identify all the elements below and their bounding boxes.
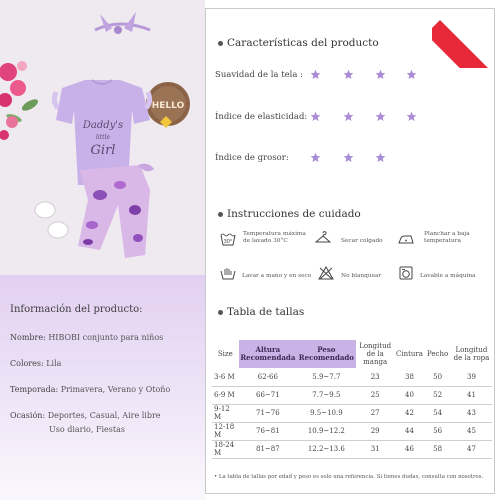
star-icon (375, 111, 386, 122)
star-icon (406, 69, 417, 80)
star-icon (343, 69, 354, 80)
star-icon (310, 111, 321, 122)
table-row: 9-12 M 71~76 9.5~10.9 27 42 54 43 (212, 404, 492, 422)
size-table-header (212, 340, 492, 368)
product-photo (0, 0, 205, 275)
star-icon (343, 152, 354, 163)
star-icon (310, 69, 321, 80)
hand-wash-icon (220, 266, 236, 280)
size-table (212, 340, 492, 459)
thickness-label: Índice de grosor: (215, 153, 289, 163)
care-text-iron: Planchar a baja temperatura (424, 231, 470, 244)
machine-wash-icon (398, 266, 414, 280)
svg-text:little: little (95, 134, 111, 141)
table-row: 12-18 M 76~81 10.9~12.2 29 44 56 45 (212, 422, 492, 440)
star-icon (375, 152, 386, 163)
info-row-season: Temporada: Primavera, Verano y Otoño (10, 385, 171, 394)
care-text-nobleach: No blanquear (341, 273, 382, 279)
brand-logo: hibobi (455, 10, 492, 47)
info-row-colors: Colores: Lila (10, 359, 62, 368)
info-row-occasion: Ocasión: Deportes, Casual, Aire libre (10, 411, 161, 420)
hanger-icon (315, 231, 331, 245)
star-icon (310, 152, 321, 163)
characteristics-title: Características del producto (218, 37, 379, 49)
header-size: Size (217, 350, 233, 358)
bullet-icon (218, 41, 223, 46)
bullet-icon (218, 212, 223, 217)
svg-text:Daddy's: Daddy's (82, 120, 124, 131)
svg-text:Girl: Girl (90, 143, 116, 158)
header-height: Altura Recomendada (239, 340, 297, 368)
table-row: 3-6 M 62-66 5.9~7.7 23 38 50 39 (212, 368, 492, 386)
svg-text:30°: 30° (223, 239, 233, 245)
bullet-icon (218, 310, 223, 315)
brand-ribbon (432, 0, 500, 68)
iron-icon (398, 232, 414, 246)
table-row: 18-24 M 81~87 12.2~13.6 31 46 58 47 (212, 440, 492, 458)
star-icon (375, 69, 386, 80)
care-title: Instrucciones de cuidado (218, 208, 361, 220)
header-chest: Pecho (427, 350, 449, 358)
care-text-wash30: Temperatura máxima de lavado 30°C (243, 231, 306, 244)
header-waist: Cintura (395, 350, 423, 358)
elasticity-label: Índice de elasticidad: (215, 112, 308, 122)
info-row-name: Nombre: HIBOBI conjunto para niños (10, 333, 164, 342)
softness-label: Suavidad de la tela : (215, 70, 303, 80)
star-icon (343, 111, 354, 122)
header-sleeve: Longitud de la manga (359, 342, 392, 366)
size-table-note: • La tabla de tallas por edad y peso es solo una referencia. Si tienes dudas, consulta con nosotros. (214, 474, 484, 480)
header-weight: Peso Recomendado (297, 340, 356, 368)
outfit-illustration (0, 0, 205, 275)
care-text-handwash: Lavar a mano y en seco (242, 273, 312, 279)
header-length: Longitud de la ropa (453, 346, 490, 362)
star-icon (406, 111, 417, 122)
size-table-title: Tabla de tallas (218, 306, 304, 318)
care-text-hang: Secar colgado (341, 238, 383, 244)
table-row: 6-9 M 66~71 7.7~9.5 25 40 52 41 (212, 386, 492, 404)
care-text-machine: Lavable a máquina (420, 273, 476, 279)
wash-30-icon (220, 232, 236, 246)
no-bleach-icon (318, 266, 334, 280)
product-info-title: Información del producto: (10, 304, 143, 315)
svg-text:HELLO: HELLO (151, 101, 185, 111)
info-row-occasion-cont: Uso diario, Fiestas (49, 425, 125, 434)
